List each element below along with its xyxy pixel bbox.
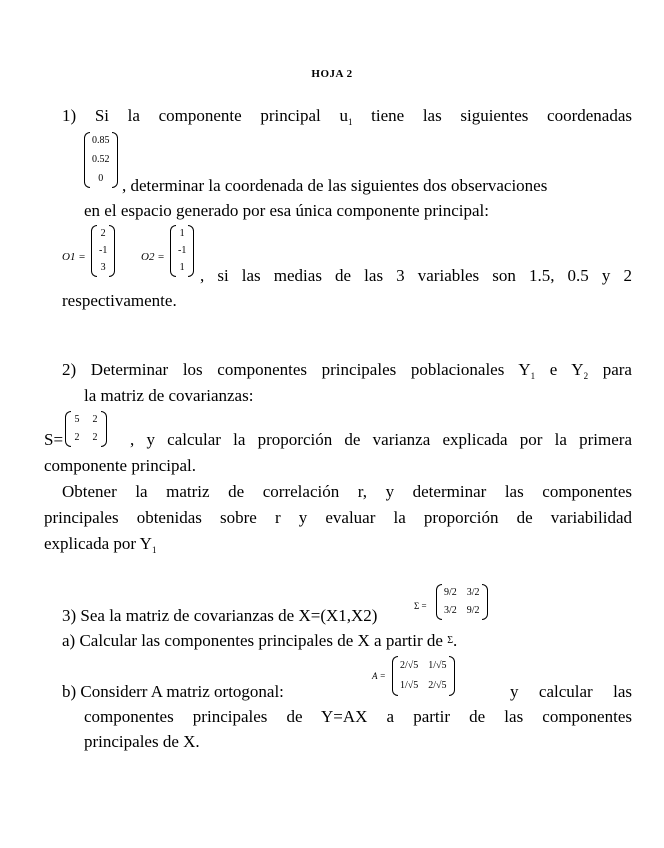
a-matrix (392, 656, 455, 696)
p2-text: 2) Determinar los componentes principales poblacionales Y (62, 360, 531, 379)
bracket-right (112, 132, 118, 188)
matrix-cell: 0 (98, 172, 104, 184)
bracket-right (188, 225, 194, 277)
s-label: S= (44, 430, 64, 449)
p1-text: 1) Si la componente principal u (62, 106, 348, 125)
matrix-row (99, 244, 107, 258)
bracket-right (109, 225, 115, 277)
matrix-row (444, 586, 480, 600)
p2-text: explicada por Y (44, 534, 152, 553)
p3-line-b3: principales de X. (84, 732, 200, 751)
matrix-cell: 1 (179, 262, 185, 274)
matrix-row (444, 604, 480, 618)
matrix-row (400, 659, 447, 673)
p2-line1 (62, 358, 632, 384)
o2-vector (170, 225, 194, 277)
page-title: HOJA 2 (311, 68, 353, 80)
p3-text: . (453, 631, 458, 650)
matrix-body (71, 411, 101, 447)
p3-line1: 3) Sea la matriz de covarianzas de X=(X1,X2) (62, 606, 378, 625)
o2-label: O2 = (141, 251, 165, 263)
matrix-cell: 5 (74, 414, 80, 425)
sigma-label: Σ = (414, 601, 427, 611)
p1-text: tiene las siguientes coordenadas (352, 106, 632, 125)
matrix-cell: 1 (179, 227, 185, 239)
matrix-cell: 2/√5 (400, 660, 419, 671)
matrix-cell: 2 (74, 432, 80, 443)
matrix-cell: 0.52 (92, 153, 110, 165)
matrix-body (176, 225, 188, 277)
p3-line-b-prefix: b) Considerr A matriz ortogonal: (62, 682, 284, 701)
p3-line-a (62, 629, 457, 656)
p2-line5: Obtener la matriz de correlación r, y determinar las componentes (62, 482, 632, 501)
sigma-matrix (436, 584, 488, 620)
matrix-cell: 2 (92, 432, 98, 443)
subscript: 2 (583, 371, 589, 381)
p3-line-b-suffix: y calcular las (510, 682, 632, 701)
matrix-body (442, 584, 482, 620)
bracket-right (482, 584, 488, 620)
matrix-row (92, 134, 110, 148)
p2-line2: la matriz de covarianzas: (84, 386, 254, 405)
matrix-cell: 3/2 (466, 587, 480, 598)
matrix-cell: -1 (99, 244, 108, 256)
subscript: 1 (151, 545, 157, 555)
p1-line1 (62, 104, 632, 130)
matrix-row (73, 413, 99, 427)
matrix-body (398, 656, 449, 696)
matrix-row (178, 227, 186, 241)
matrix-cell: -1 (178, 244, 187, 256)
matrix-cell: 2 (92, 414, 98, 425)
matrix-row (92, 153, 110, 167)
matrix-cell: 9/2 (444, 587, 457, 598)
matrix-cell: 3 (100, 262, 106, 274)
p1-line4: , si las medias de las 3 variables son 1.5, 0.5 y 2 (200, 266, 632, 285)
a-label: A = (372, 671, 386, 681)
o1-label: O1 = (62, 251, 86, 263)
matrix-row (178, 261, 186, 275)
bracket-right (101, 411, 107, 447)
p2-line3: , y calcular la proporción de varianza explicada por la primera (130, 430, 632, 449)
matrix-row (73, 431, 99, 445)
u-vector (84, 132, 118, 188)
p3-text: a) Calcular las componentes principales de X a partir de (62, 631, 448, 650)
s-matrix (65, 411, 107, 447)
matrix-cell: 9/2 (466, 605, 480, 616)
matrix-cell: 2 (100, 227, 106, 239)
matrix-cell: 3/2 (444, 605, 457, 616)
matrix-row (178, 244, 186, 258)
matrix-row (99, 261, 107, 275)
matrix-cell: 1/√5 (428, 660, 447, 671)
p1-line2: , determinar la coordenada de las siguientes dos observaciones (122, 176, 548, 195)
o1-vector (91, 225, 115, 277)
matrix-row (92, 172, 110, 186)
p1-line5: respectivamente. (62, 291, 177, 310)
matrix-cell: 1/√5 (400, 680, 419, 691)
p2-line4: componente principal. (44, 456, 197, 475)
matrix-cell: 0.85 (92, 135, 110, 147)
p3-line-b2: componentes principales de Y=AX a partir de las componentes (84, 707, 632, 726)
subscript: 1 (530, 371, 536, 381)
p2-line7 (44, 532, 156, 558)
matrix-body (90, 132, 112, 188)
subscript: 1 (347, 117, 353, 127)
p2-text: para (588, 360, 632, 379)
matrix-row (400, 679, 447, 693)
bracket-right (449, 656, 455, 696)
p1-line3: en el espacio generado por esa única componente principal: (84, 201, 489, 220)
matrix-body (97, 225, 109, 277)
matrix-cell: 2/√5 (428, 680, 447, 691)
p2-text: e Y (535, 360, 584, 379)
p2-line6: principales obtenidas sobre r y evaluar la proporción de variabilidad (44, 508, 632, 527)
matrix-row (99, 227, 107, 241)
sigma-symbol: Σ (447, 635, 454, 646)
